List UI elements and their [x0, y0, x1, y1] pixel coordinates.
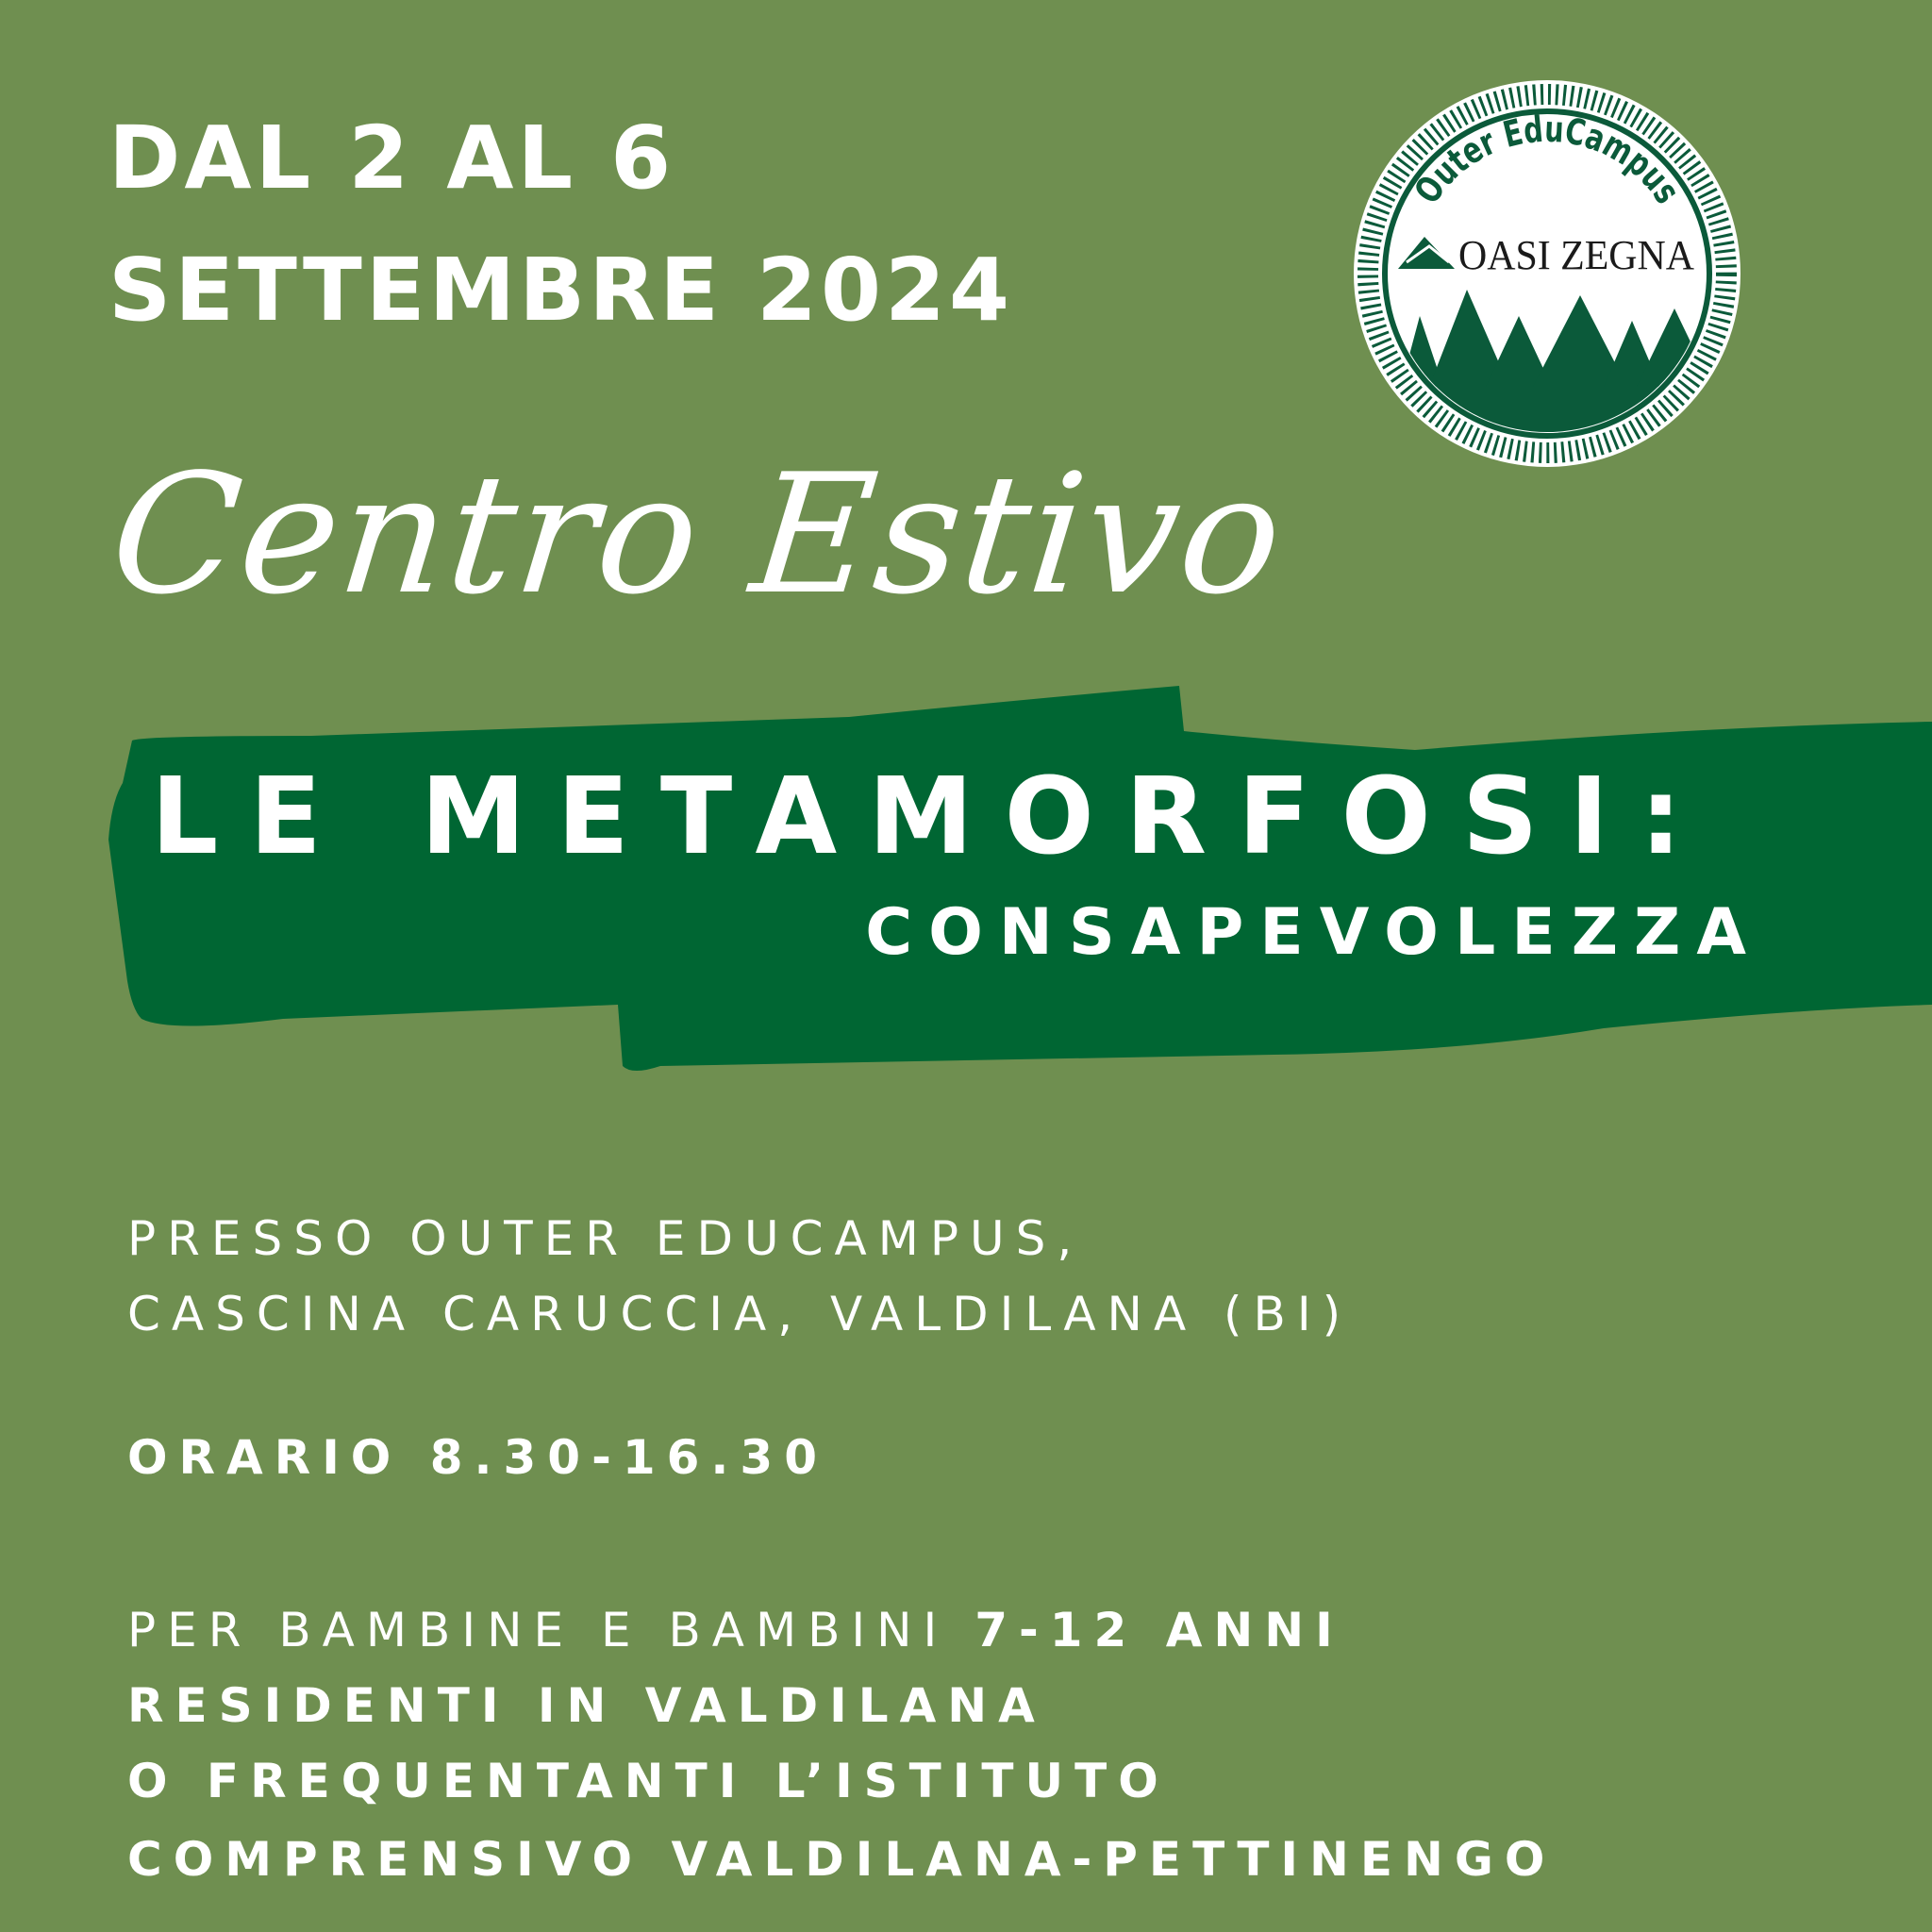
audience-line-4: COMPRENSIVO VALDILANA-PETTINENGO — [127, 1832, 1557, 1887]
banner-subtitle: CONSAPEVOLEZZA — [865, 895, 1762, 970]
location-line-1: PRESSO OUTER EDUCAMPUS, — [127, 1211, 1084, 1266]
banner-title: LE METAMORFOSI: — [151, 756, 1713, 878]
audience-prefix: PER BAMBINE E BAMBINI — [127, 1603, 975, 1657]
logo-brand-text: OASI ZEGNA — [1458, 232, 1695, 278]
logo-ring-text: Outer EduCampus — [1406, 108, 1691, 216]
audience-age: 7-12 ANNI — [974, 1603, 1344, 1657]
date-line-1: DAL 2 AL 6 — [108, 108, 675, 208]
hours: ORARIO 8.30-16.30 — [127, 1430, 828, 1485]
audience-line-3: O FREQUENTANTI L’ISTITUTO — [127, 1754, 1170, 1808]
audience-line-1 — [127, 1603, 1344, 1657]
location-line-2: CASCINA CARUCCIA, VALDILANA (BI) — [127, 1287, 1353, 1341]
audience-line-2: RESIDENTI IN VALDILANA — [127, 1678, 1046, 1733]
script-title: Centro Estivo — [103, 440, 1292, 631]
date-line-2: SETTEMBRE 2024 — [108, 240, 1014, 341]
